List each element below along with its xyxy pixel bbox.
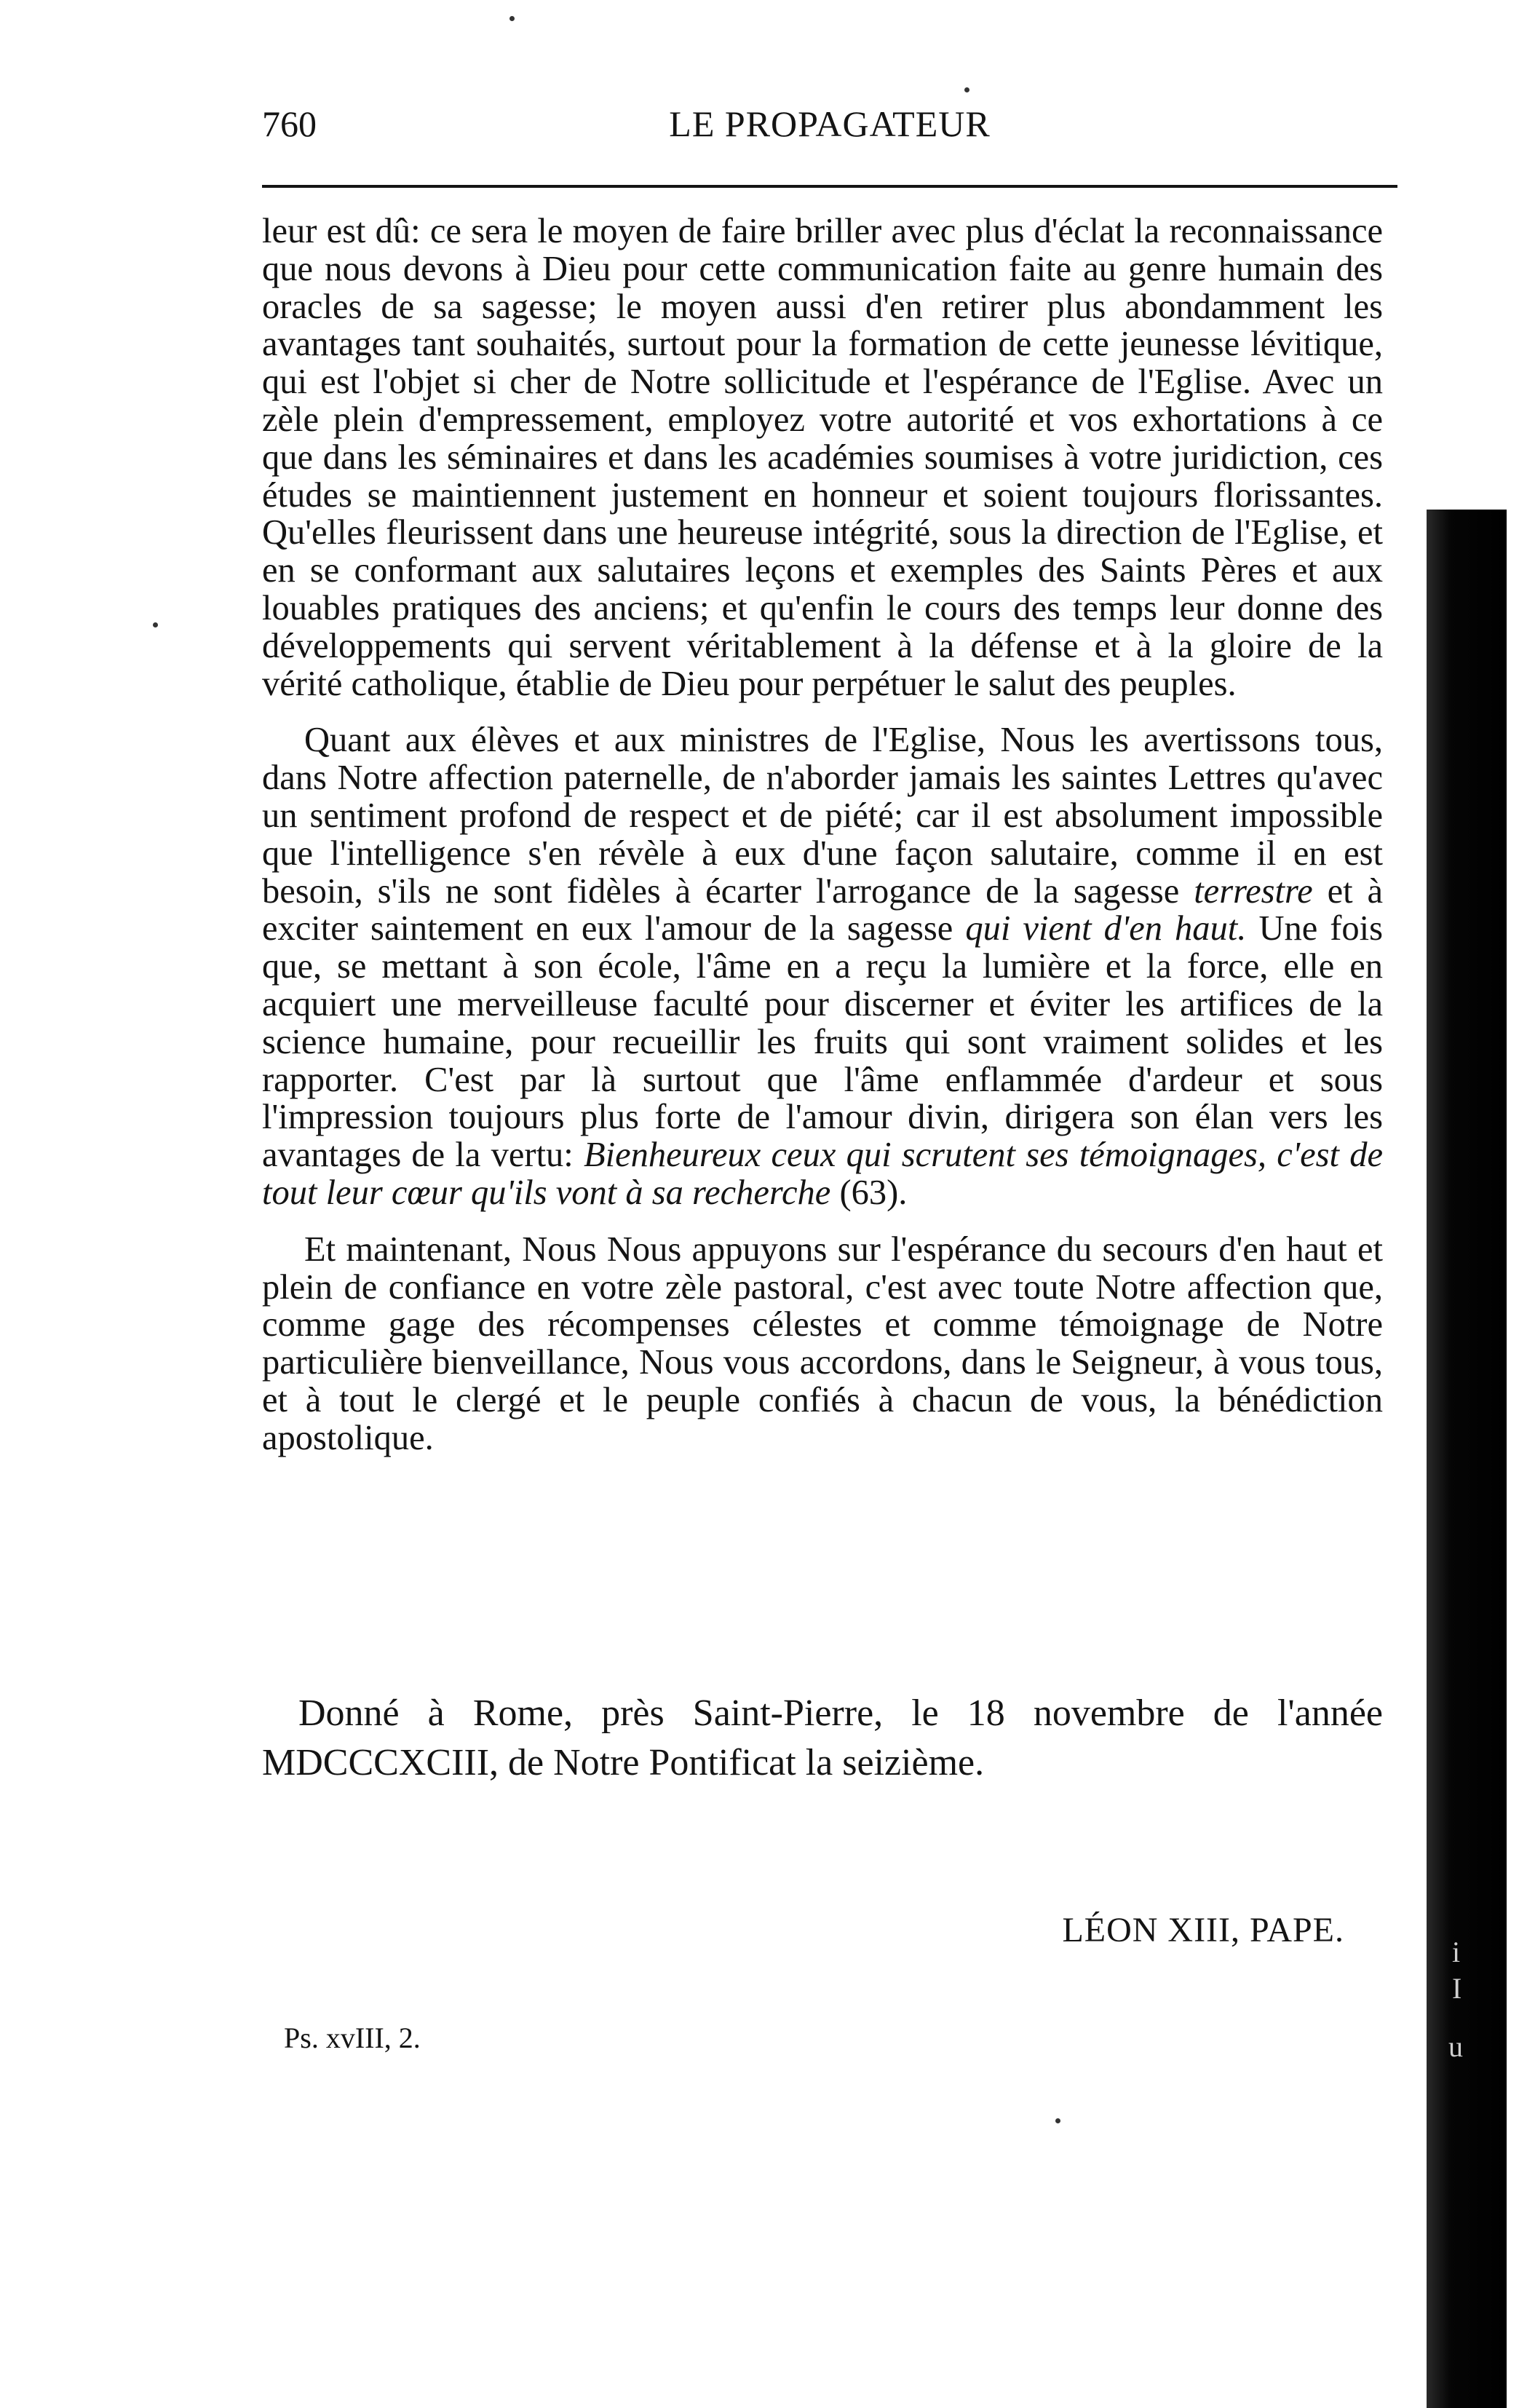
italic-quotation: Bienheureux ceux qui scrutent ses témoignages, c'est de tout leur cœur qu'ils vont à sa recherche (262, 1136, 1383, 1212)
paragraph-2 (262, 721, 1383, 1211)
body-text (262, 213, 1383, 1457)
footnote: Ps. xvIII, 2. (284, 2021, 421, 2054)
header-rule (262, 185, 1397, 188)
paragraph-2-part-b: et à exciter saintement en eux l'amour de la sagesse (262, 871, 1384, 948)
scan-speck (1055, 2118, 1060, 2123)
scan-speck (509, 16, 515, 21)
paragraph-1: leur est dû: ce sera le moyen de faire briller avec plus d'éclat la reconnaissance que nous devons à Dieu pour cette communication faite au genre humain des oracles de sa sagesse; le moyen aussi d'en retirer plus abondamment les avantages tant souhaités, surtout pour la formation de cette jeunesse lévitique, qui est l'objet si cher de Notre sollicitude et l'espérance de l'Eglise. Avec un zèle plein d'empressement, employez votre autorité et vos exhortations à ce que dans les séminaires et dans les académies soumises à votre juridiction, ces études se maintiennent justement en honneur et soient toujours florissantes. Qu'elles fleurissent dans une heureuse intégrité, sous la direction de l'Eglise, et en se conformant aux salutaires leçons et exemples des Saints Pères et aux louables pratiques des anciens; et qu'enfin le cours des temps leur donne des développements qui servent véritablement à la défense et à la gloire de la vérité catholique, établie de Dieu pour perpétuer le salut des peuples. (262, 212, 1383, 703)
scan-edge-shadow (1427, 510, 1507, 2408)
paragraph-2-part-c: Une fois que, se mettant à son école, l'âme en a reçu la lumière et la force, elle en acquiert une merveilleuse faculté pour discerner et éviter les artifices de la science humaine, pour recueillir les fruits qui sont vraiment solides et les rapporter. C'est par là surtout que l'âme enflammée d'ardeur et sous l'impression toujours plus forte de l'amour divin, dirigera son élan vers les avantages de la vertu: (262, 909, 1384, 1175)
date-line (262, 1689, 1383, 1788)
scan-speck (964, 87, 969, 92)
italic-qui-vient-d-en-haut: qui vient d'en haut. (965, 909, 1247, 948)
paragraph-3: Et maintenant, Nous Nous appuyons sur l'espérance du secours d'en haut et plein de confiance en votre zèle pastoral, c'est avec toute Notre affection que, comme gage des récompenses célestes et comme témoignage de Notre particulière bienveillance, Nous vous accordons, dans le Seigneur, à vous tous, et à tout le clergé et le peuple confiés à chacun de vous, la bénédiction apostolique. (262, 1229, 1383, 1457)
page-header (262, 102, 1397, 153)
scan-speck (153, 622, 158, 627)
page-number: 760 (262, 103, 317, 144)
date-line-text: Donné à Rome, près Saint-Pierre, le 18 novembre de l'année MDCCCXCIII, de Notre Pontificat la seizième. (262, 1692, 1383, 1783)
margin-mark-3: u (1448, 2030, 1463, 2063)
footnote-reference: (63). (839, 1173, 908, 1212)
signature: LÉON XIII, PAPE. (1062, 1911, 1344, 1949)
paragraph-2-part-a: Quant aux élèves et aux ministres de l'Eglise, Nous les avertissons tous, dans Notre affection paternelle, de n'aborder jamais les saintes Lettres qu'avec un sentiment profond de respect et de piété; car il est absolument impossible que l'intelligence s'en révèle à eux d'une façon salutaire, comme il en est besoin, s'ils ne sont fidèles à écarter l'arrogance de la sagesse (262, 721, 1383, 911)
margin-mark-1: i (1452, 1936, 1461, 1968)
running-title: LE PROPAGATEUR (669, 103, 991, 144)
italic-terrestre: terrestre (1194, 871, 1313, 911)
margin-mark-2: I (1452, 1972, 1462, 2005)
